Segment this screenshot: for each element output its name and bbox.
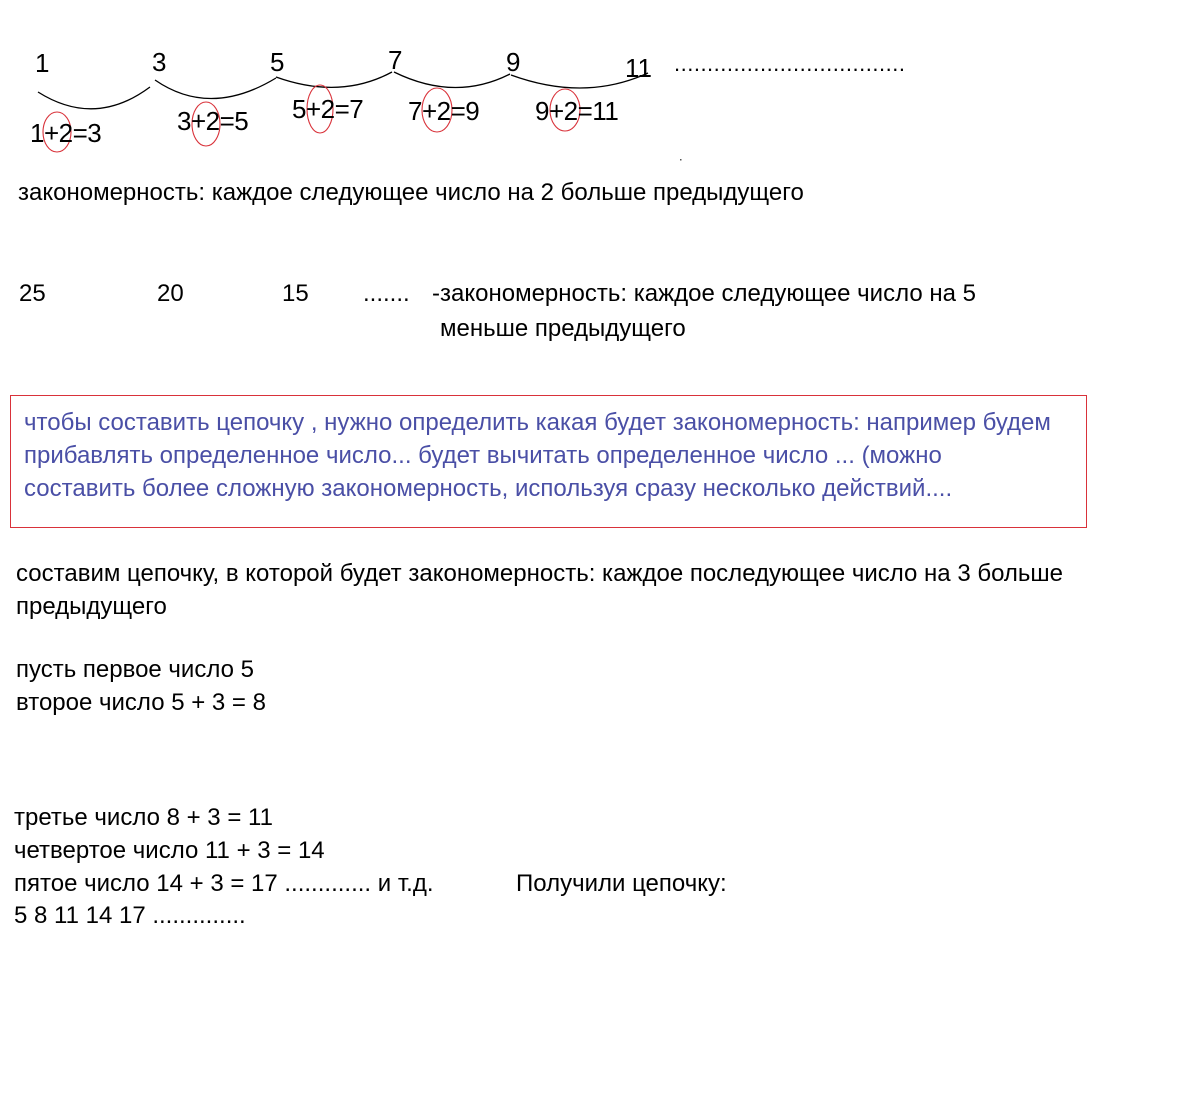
- example-fourth-number: четвертое число 11 + 3 = 14: [14, 837, 325, 864]
- example-first-number: пусть первое число 5: [16, 656, 254, 683]
- seq2-rule-line1: -закономерность: каждое следующее число на 5: [432, 280, 976, 307]
- seq2-rule-line2: меньше предыдущего: [440, 315, 686, 342]
- seq1-number-6: 11: [625, 53, 652, 83]
- seq2-number-3: 15: [282, 280, 309, 307]
- seq1-number-4: 7: [388, 45, 403, 75]
- example-fifth-number: пятое число 14 + 3 = 17 ............. и т.д.: [14, 870, 434, 897]
- seq1-equation-4: 7+2=9: [408, 96, 480, 126]
- seq1-number-3: 5: [270, 47, 285, 77]
- info-box-line-3: составить более сложную закономерность, используя сразу несколько действий....: [24, 475, 953, 502]
- arc-9-11: [511, 73, 648, 88]
- arc-5-7: [276, 72, 392, 87]
- seq1-equation-2: 3+2=5: [177, 106, 249, 136]
- seq1-equation-1: 1+2=3: [30, 118, 102, 148]
- seq1-number-5: 9: [506, 47, 521, 77]
- seq1-equation-3: 5+2=7: [292, 94, 364, 124]
- seq1-number-1: 1: [35, 48, 50, 78]
- example-second-number: второе число 5 + 3 = 8: [16, 689, 266, 716]
- seq1-rule: закономерность: каждое следующее число на 2 больше предыдущего: [18, 179, 804, 206]
- seq2-number-1: 25: [19, 280, 46, 307]
- example-intro-line2: предыдущего: [16, 593, 167, 620]
- example-intro-line1: составим цепочку, в которой будет закономерность: каждое последующее число на 3 больше: [16, 560, 1064, 587]
- seq1-ellipsis: ...................................: [674, 51, 906, 76]
- seq2-ellipsis: .......: [363, 280, 410, 307]
- arc-1-3: [38, 87, 150, 109]
- seq1-number-2: 3: [152, 47, 167, 77]
- stray-dot: [680, 159, 682, 161]
- arc-7-9: [394, 72, 510, 88]
- example-chain: 5 8 11 14 17 ..............: [14, 902, 246, 929]
- seq1-equation-5: 9+2=11: [535, 96, 619, 126]
- info-box: [10, 395, 1087, 528]
- info-box-line-2: прибавлять определенное число... будет вычитать определенное число ... (можно: [24, 442, 942, 469]
- seq2-number-2: 20: [157, 280, 184, 307]
- arc-3-5: [155, 78, 276, 99]
- info-box-line-1: чтобы составить цепочку , нужно определить какая будет закономерность: например будем: [24, 409, 1051, 436]
- example-got-chain: Получили цепочку:: [516, 870, 727, 897]
- example-third-number: третье число 8 + 3 = 11: [14, 804, 273, 831]
